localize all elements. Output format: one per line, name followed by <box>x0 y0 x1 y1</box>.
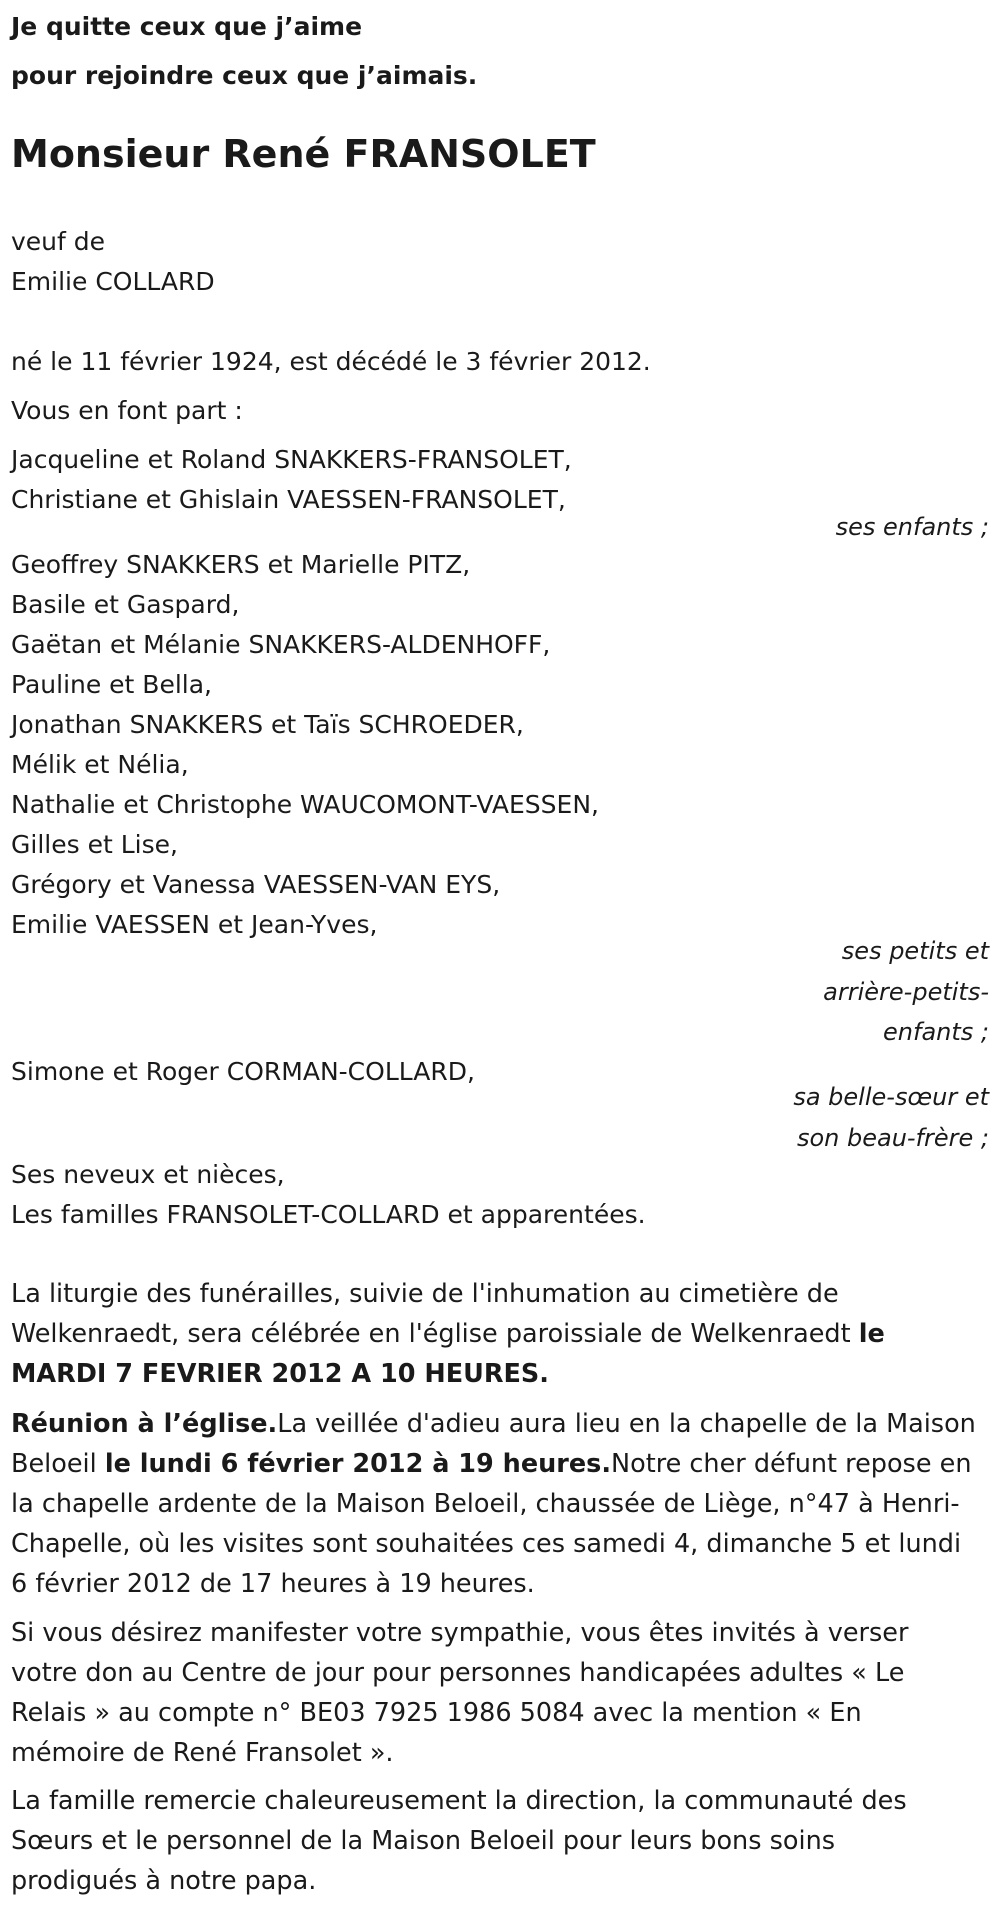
announcement-intro: Vous en font part : <box>11 396 243 425</box>
list-item: Gaëtan et Mélanie SNAKKERS-ALDENHOFF, <box>11 630 551 659</box>
paragraph-line: Relais » au compte n° BE03 7925 1986 5084 avec la mention « En <box>11 1698 862 1728</box>
list-item: Pauline et Bella, <box>11 670 213 699</box>
donation-paragraph <box>11 1613 908 1773</box>
list-item: Mélik et Nélia, <box>11 750 189 779</box>
list-item: Geoffrey SNAKKERS et Marielle PITZ, <box>11 550 471 579</box>
paragraph-line: Chapelle, où les visites sont souhaitées ces samedi 4, dimanche 5 et lundi <box>11 1529 962 1559</box>
vigil-paragraph <box>11 1404 976 1604</box>
paragraph-line <box>11 1444 976 1484</box>
paragraph-line: mémoire de René Fransolet ». <box>11 1738 394 1768</box>
grandchildren-list <box>11 545 599 945</box>
funeral-paragraph <box>11 1274 885 1394</box>
list-item: Jonathan SNAKKERS et Taïs SCHROEDER, <box>11 710 524 739</box>
list-item: Gilles et Lise, <box>11 830 178 859</box>
other-family <box>11 1155 646 1235</box>
role-line: son beau-frère ; <box>796 1123 989 1152</box>
paragraph-text: Beloeil <box>11 1449 105 1479</box>
list-item: Christiane et Ghislain VAESSEN-FRANSOLET, <box>11 485 566 514</box>
paragraph-line <box>11 1354 885 1394</box>
in-laws: Simone et Roger CORMAN-COLLARD, <box>11 1057 475 1086</box>
dates-line: né le 11 février 1924, est décédé le 3 février 2012. <box>11 347 651 376</box>
paragraph-line: la chapelle ardente de la Maison Beloeil, chaussée de Liège, n°47 à Henri- <box>11 1489 960 1519</box>
list-item: Grégory et Vanessa VAESSEN-VAN EYS, <box>11 870 501 899</box>
funeral-date: MARDI 7 FEVRIER 2012 A 10 HEURES. <box>11 1359 549 1389</box>
paragraph-line: La famille remercie chaleureusement la direction, la communauté des <box>11 1786 907 1816</box>
spouse-name: Emilie COLLARD <box>11 267 215 296</box>
epigraph-line: Je quitte ceux que j’aime <box>11 12 363 41</box>
epigraph <box>11 2 477 100</box>
role-line: enfants ; <box>883 1018 989 1046</box>
grandchildren-role <box>823 931 989 1053</box>
list-item: Ses neveux et nièces, <box>11 1160 285 1189</box>
list-item: Les familles FRANSOLET-COLLARD et apparentées. <box>11 1200 646 1229</box>
paragraph-line: Sœurs et le personnel de la Maison Beloeil pour leurs bons soins <box>11 1826 836 1856</box>
paragraph-line: 6 février 2012 de 17 heures à 19 heures. <box>11 1569 535 1599</box>
paragraph-text: La veillée d'adieu aura lieu en la chapelle de la Maison <box>277 1409 976 1439</box>
epigraph-line: pour rejoindre ceux que j’aimais. <box>11 61 478 90</box>
list-item: Nathalie et Christophe WAUCOMONT-VAESSEN, <box>11 790 599 819</box>
widower-label: veuf de <box>11 227 106 256</box>
paragraph-line: votre don au Centre de jour pour personnes handicapées adultes « Le <box>11 1658 905 1688</box>
paragraph-line: Si vous désirez manifester votre sympathie, vous êtes invités à verser <box>11 1618 909 1648</box>
list-item: Jacqueline et Roland SNAKKERS-FRANSOLET, <box>11 445 572 474</box>
paragraph-line: La liturgie des funérailles, suivie de l'inhumation au cimetière de <box>11 1279 839 1309</box>
role-line: arrière-petits- <box>823 977 989 1006</box>
thanks-paragraph <box>11 1781 907 1901</box>
vigil-date: le lundi 6 février 2012 à 19 heures. <box>104 1449 612 1479</box>
paragraph-bold: le <box>858 1319 885 1349</box>
paragraph-text: Welkenraedt, sera célébrée en l'église paroissiale de Welkenraedt <box>11 1319 859 1349</box>
list-item: Basile et Gaspard, <box>11 590 240 619</box>
in-laws-role <box>793 1077 989 1158</box>
paragraph-line <box>11 1404 976 1444</box>
children-role: ses enfants ; <box>835 513 989 541</box>
role-line: sa belle-sœur et <box>793 1083 989 1111</box>
paragraph-line <box>11 1314 885 1354</box>
children-list <box>11 440 572 520</box>
paragraph-text: Notre cher défunt repose en <box>611 1449 972 1479</box>
paragraph-line: prodigués à notre papa. <box>11 1866 317 1896</box>
list-item: Emilie VAESSEN et Jean-Yves, <box>11 910 378 939</box>
role-line: ses petits et <box>841 937 989 965</box>
widower-block <box>11 222 215 302</box>
deceased-name: Monsieur René FRANSOLET <box>11 132 596 176</box>
paragraph-bold: Réunion à l’église. <box>11 1409 278 1439</box>
